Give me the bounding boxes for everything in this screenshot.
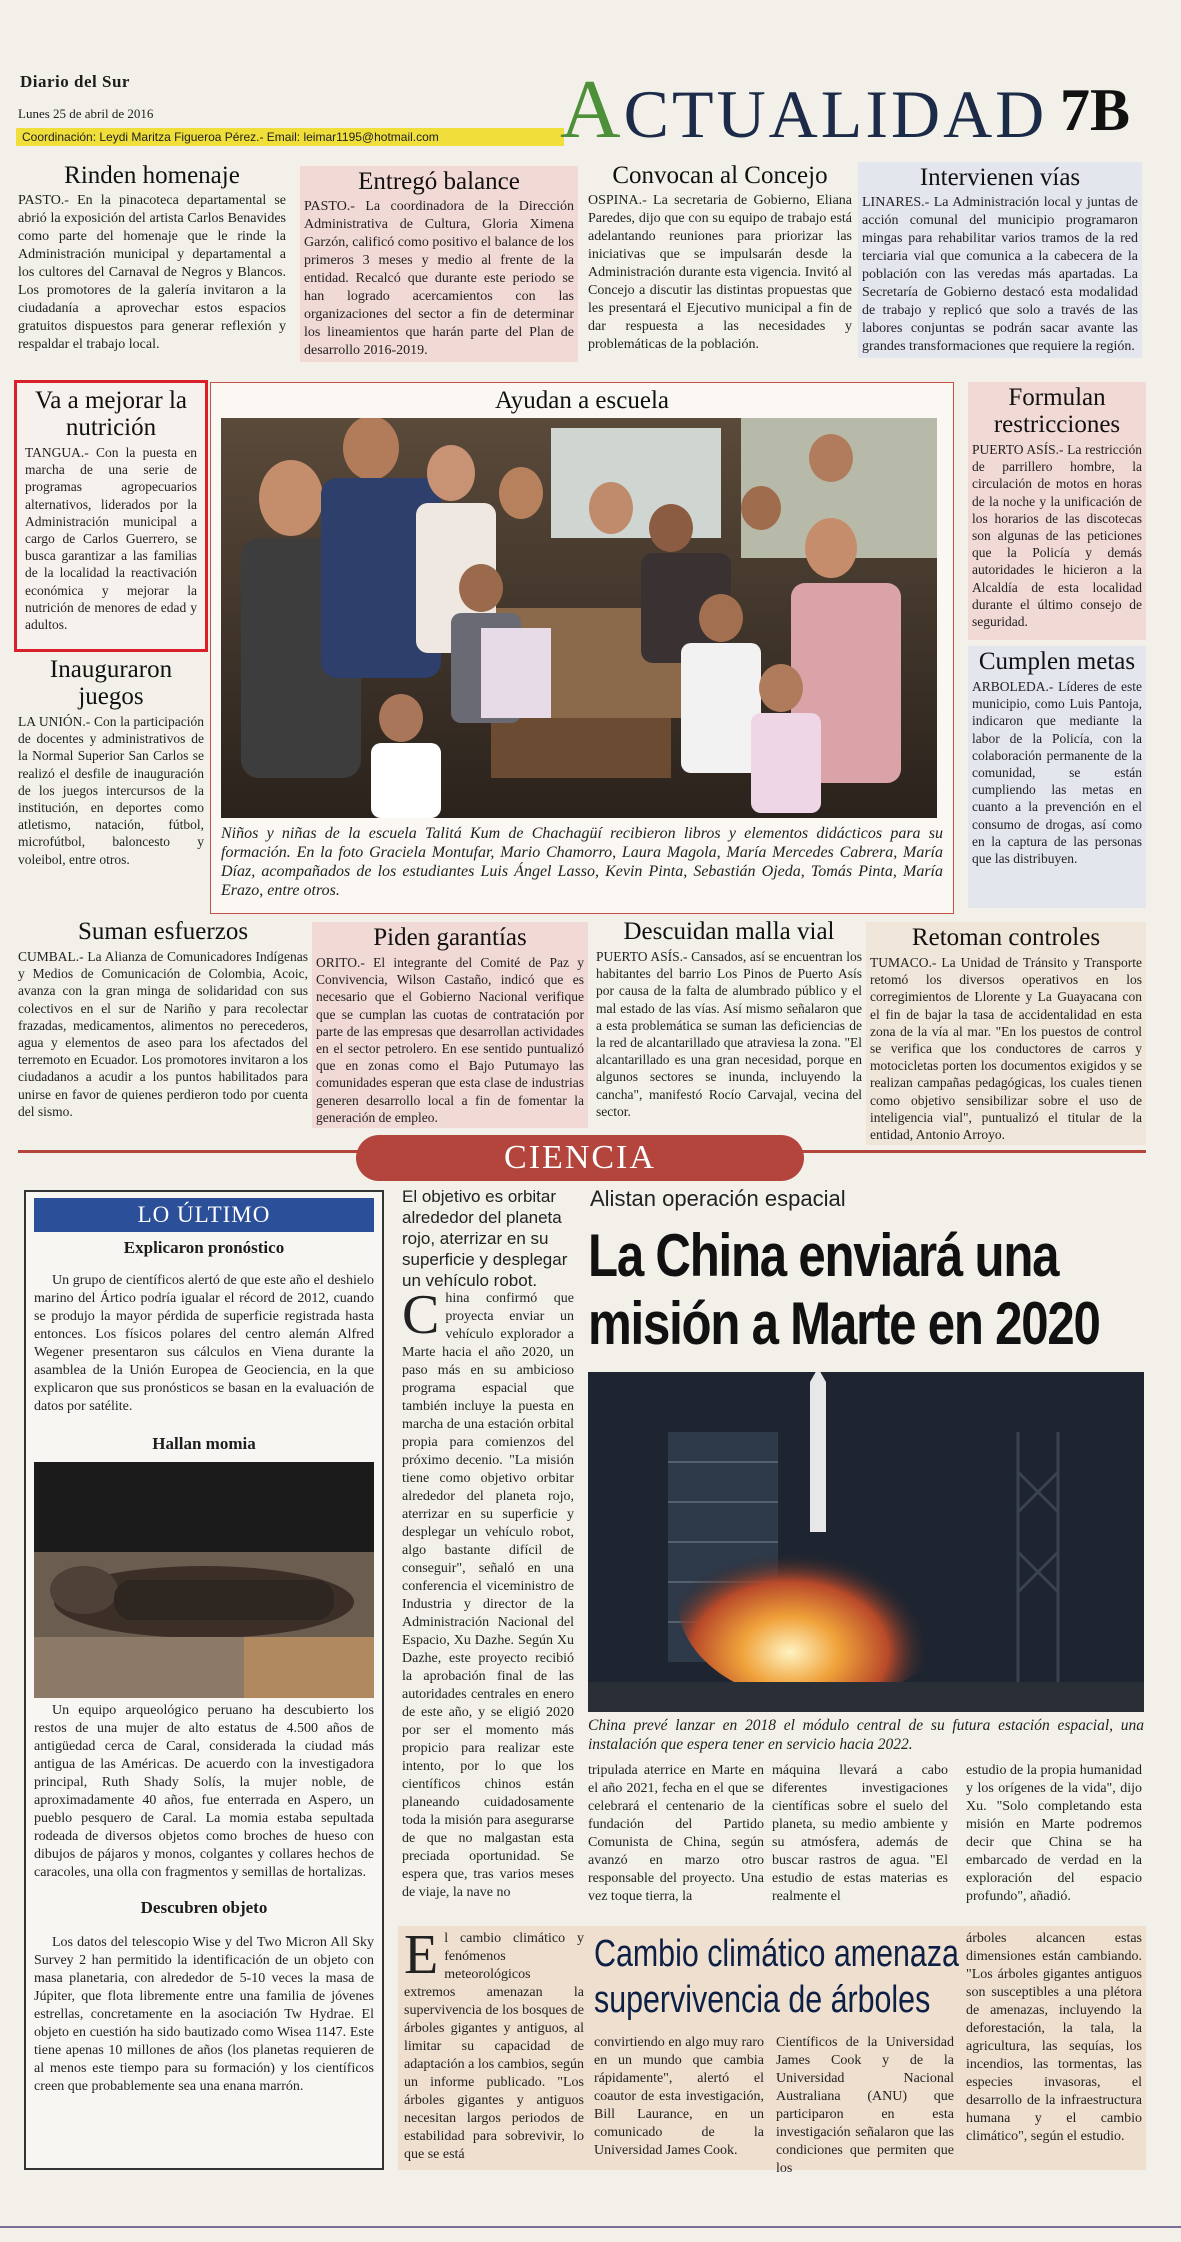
article-piden: [312, 922, 588, 1128]
article-title: Va a mejorar la nutrición: [34, 387, 187, 441]
article-inauguraron: [18, 656, 204, 868]
article-title: Formulan restricciones: [993, 384, 1121, 438]
marte-dropcap: C: [402, 1284, 440, 1346]
brief-title: Descubren objeto: [140, 1898, 268, 1917]
marte-deck: El objetivo es orbitar alrededor del planeta rojo, aterrizar en su superficie y desplegar un vehículo robot.: [402, 1187, 568, 1290]
article-rinden: [18, 162, 286, 354]
article-ayudan: [210, 382, 954, 914]
marte-col4: estudio de la propia humanidad y los orígenes de la vida", dijo Xu. "Solo completando esta misión en Marte podremos decir que China se ha embarcado de verdad en la exploración del espacio profundo", añadió.: [966, 1763, 1142, 1904]
lo-ultimo-box: [24, 1190, 384, 2170]
brief-body: Un equipo arqueológico peruano ha descubierto los restos de una mujer de alto estatus de 4.500 años de antigüedad cerca de Caral, considerada la ciudad más antigua de las Américas. De acuerdo con la investigadora principal, Ruth Shady Solís, la mujer noble, de aproximadamente 40 años, fue enterrada en Aspero, un pueblo pesquero de Caral. La momia estaba sepultada rodeada de diversos objetos como broches de hueso con dibujos de pájaros y monos, colgantes y collares hechos de caracoles, una olla con fragmentos y semillas de hortalizas.: [34, 1703, 374, 1880]
article-body: PUERTO ASÍS.- La restricción de parrillero hombre, la circulación de motos en horas de la noche y la unificación de los horarios de las discotecas son algunas de las peticiones que la Policía y demás autoridades le hicieron a la Alcaldía de esta localidad durante el último consejo de seguridad.: [972, 442, 1142, 630]
article-cumplen: [968, 646, 1146, 908]
article-title: Ayudan a escuela: [494, 387, 669, 414]
article-title: Intervienen vías: [919, 164, 1081, 191]
article-convocan: [588, 162, 852, 354]
article-body: ARBOLEDA.- Líderes de este municipio, como Luis Pantoja, indicaron que mediante la labor de la Policía, con la colaboración permanente de la comunidad, se están cumpliendo las metas en cuanto a la prevención en el consumo de drogas, así como en la captura de las personas que las distribuyen.: [972, 679, 1142, 867]
page-number: 7B: [1060, 77, 1131, 143]
clima-headline-line2: supervivencia de árboles: [594, 1979, 931, 2021]
brief-body: Un grupo de científicos alertó de que este año el deshielo marino del Ártico podría igualar el récord de 2012, cuando se produjo la mayor pérdida de superficie registrada hasta entonces. Los físicos polares del centro alemán Alfred Wegener presentaron sus cálculos en Viena durante la asamblea de la Unión Europea de Geociencia, en la que explicaron que sus pronósticos se basan en la evaluación de datos por satélite.: [34, 1273, 374, 1414]
article-title: Descuidan malla vial: [623, 918, 835, 945]
article-title: Retoman controles: [911, 924, 1101, 951]
section-title: [560, 63, 1048, 156]
article-body: PUERTO ASÍS.- Cansados, así se encuentran los habitantes del barrio Los Pinos de Puerto Asís por causa de la falta de alumbrado público y el mal estado de las vías. Así mismo señalaron que a esta problemática se suman las deficiencias de la red de alcantarillado que atraviesa la zona. "El alcantarillado es una gran necesidad, porque en algunos sectores se inunda, incluyendo la cancha", manifestó Rocío Carvajal, vecina del sector.: [596, 949, 862, 1119]
ciencia-banner: CIENCIA: [356, 1135, 804, 1181]
article-body: PASTO.- En la pinacoteca departamental se abrió la exposición del artista Carlos Benavides como parte del homenaje que le rinde la Administración municipal y departamental a los cultores del Carnaval de Negros y Blancos. Los promotores de la galería invitaron a la ciudadanía a aprovechar estos espacios gratuitos dispuestos para generar reflexión y respaldar el trabajo local.: [18, 193, 286, 352]
marte-col1-text: hina confirmó que proyecta enviar un vehículo explorador a Marte hacia el año 2020, un paso más en su ambicioso programa espacial que también incluye la puesta en marcha de una estación orbital propia para comienzos del próximo decenio. "La misión tiene como objetivo orbitar alrededor del planeta rojo, aterrizar en su superficie y desplegar un vehículo robot, algo bastante difícil de conseguir", señaló en una conferencia el viceministro de Industria y director de la Administración Nacional del Espacio, Xu Dazhe. Según Xu Dazhe, este proyecto recibió la aprobación final de las autoridades centrales en enero de este año, y se eligió 2020 por ser el momento más propicio para realizar este intento, por lo que los científicos chinos están planeando cuidadosamente toda la misión para asegurarse de que no malgastan esta preciada oportunidad. Se espera que, tras varios meses de viaje, la nave no: [402, 1291, 574, 1900]
clima-col1: [404, 1924, 585, 2164]
article-body: TUMACO.- La Unidad de Tránsito y Transporte retomó los diversos operativos en los corregimientos de Llorente y La Guayacana con el fin de bajar la tasa de accidentalidad en esta zona de la vía al mar. "En los puestos de control se verifica que los conductores de carros y motocicletas porten los documentos exigidos y se realizan campañas pedagógicas, los cuales tienen como objetivo sensibilizar sobre el uso de inteligencia vial", puntualizó el titular de la entidad, Antonio Arroyo.: [870, 955, 1142, 1143]
clima-col2: convirtiendo en algo muy raro en un mundo que cambia rápidamente", alertó el coautor de esta investigación, Bill Laurance, en un comunicado de la Universidad James Cook.: [594, 2035, 764, 2158]
brief-body: Los datos del telescopio Wise y del Two Micron All Sky Survey 2 han permitido la identificación de un objeto con masa planetaria, con alrededor de 5-10 veces la masa de Júpiter, que flota libremente entre una familia de jóvenes estrellas, concretamente en la asociación Tw Hydrae. El objeto en cuestión ha sido bautizado como Wisea 1147. Este tiene apenas 10 millones de años (los planetas requieren de al menos este tiempo para su formación) y los científicos creen que probablemente sea una enana marrón.: [34, 1935, 374, 2094]
clima-headline-line1: Cambio climático amenaza: [594, 1933, 959, 1975]
article-title: Entregó balance: [358, 168, 520, 195]
issue-date: Lunes 25 de abril de 2016: [18, 106, 154, 121]
rocket-caption: China prevé lanzar en 2018 el módulo central de su futura estación espacial, una instalación que espera tener en servicio hacia 2022.: [588, 1717, 1144, 1753]
article-title: Cumplen metas: [978, 648, 1136, 675]
brief-title: Hallan momia: [152, 1434, 256, 1453]
school-photo: [221, 418, 937, 818]
article-body: OSPINA.- La secretaria de Gobierno, Eliana Paredes, dijo que con su equipo de trabajo está adelantando reuniones para priorizar las iniciativas que se impulsarán desde la Administración durante esta vigencia. Invitó al Concejo a discutir las distintas propuestas que les presentará el Ejecutivo municipal a fin de dar respuesta a las necesidades y problemáticas de la población.: [588, 193, 852, 352]
lo-ultimo-header: LO ÚLTIMO: [34, 1198, 374, 1232]
marte-headline-line1: La China enviará una: [588, 1222, 1059, 1289]
photo-caption: Niños y niñas de la escuela Talitá Kum de Chachagüí recibieron libros y elementos didácticos para su formación. En la foto Graciela Montufar, Mario Chamorro, Laura Magola, María Mercedes Cabrera, María Díaz, acompañados de los estudiantes Luis Ángel Lasso, Kevin Pinta, Sebastián Ojeda, Tomás Pinta, María Erazo, entre otros.: [221, 825, 943, 899]
clima-col3: Científicos de la Universidad James Cook y de la Universidad Nacional Australiana (ANU) que participaron en esta investigación señalaron que las condiciones que permiten que los: [776, 2035, 954, 2176]
paper-name: Diario del Sur: [20, 72, 130, 91]
article-nutricion: [14, 380, 208, 652]
rocket-photo: [588, 1372, 1144, 1712]
mummy-photo: [34, 1462, 374, 1698]
article-title: Rinden homenaje: [64, 162, 240, 189]
rocket-photo-image: [588, 1372, 1144, 1712]
marte-headline-line2: misión a Marte en 2020: [588, 1290, 1100, 1357]
school-photo-image: [221, 418, 937, 818]
marte-kicker: Alistan operación espacial: [590, 1186, 846, 1211]
article-body: LINARES.- La Administración local y juntas de acción comunal del municipio programaron mingas para rehabilitar varios tramos de la red terciaria vial que comunica a la cabecera de la población con las veredas más apartadas. La Secretaría de Gobierno destacó esta modalidad de trabajo y replicó que solo a través de las labores conjuntas se podrán sacar avante las grandes transformaciones que requiere la región.: [862, 195, 1138, 354]
article-suman: [18, 918, 308, 1120]
article-body: PASTO.- La coordinadora de la Dirección Administrativa de Cultura, Gloria Ximena Garzón, calificó como positivo el balance de los primeros 3 meses y medio al frente de la entidad. Recalcó que durante este periodo se han logrado acercamientos con las organizaciones del sector a fin de determinar los lineamientos que harán parte del Plan de desarrollo 2016-2019.: [304, 199, 574, 358]
bottom-rule: [0, 2226, 1181, 2228]
article-body: TANGUA.- Con la puesta en marcha de una serie de programas agropecuarios alternativos, liderados por la Administración municipal a cargo de Carlos Guerrero, se busca garantizar a las familias de la localidad la reactivación económica y mejorar la nutrición de menores de edad y adultos.: [25, 445, 197, 633]
article-descuidan: [596, 918, 862, 1120]
clima-lead: l cambio climático y fenómenos meteorológicos extremos amenazan la supervivencia de los bosques de árboles gigantes y antiguos, al limitar su capacidad de adaptación a los cambios, según un informe publicado. "Los árboles gigantes y antiguos necesitan largos periodos de estabilidad para sobrevivir, lo que se está: [404, 1931, 585, 2162]
brief-title: Explicaron pronóstico: [123, 1238, 285, 1257]
article-title: Inauguraron juegos: [49, 656, 173, 710]
article-formulan: [968, 382, 1146, 640]
article-retoman: [866, 922, 1146, 1145]
article-intervienen: [858, 162, 1142, 358]
article-title: Convocan al Concejo: [612, 162, 828, 189]
article-body: CUMBAL.- La Alianza de Comunicadores Indígenas y Medios de Comunicación de Colombia, Acoic, avanza con la gran minga de solidaridad con sus colectivos en el sur de Nariño y para recolectar frazadas, medicamentos, alimentos no perecederos, agua y elementos de aseo para los afectados del terremoto en Ecuador. Los promotores invitaron a los ciudadanos a acudir a los puntos habilitados para unirse en favor de quienes perdieron todo por cuenta del sismo.: [18, 949, 308, 1119]
marte-col1: [402, 1284, 574, 1902]
section-title-rest: CTUALIDAD: [623, 76, 1048, 152]
mummy-photo-image: [34, 1462, 374, 1698]
section-title-first-letter: A: [560, 63, 624, 156]
clima-col4: árboles alcancen estas dimensiones están cambiando. "Los árboles gigantes antiguos son susceptibles a una plétora de amenazas, incluyendo la deforestación, la tala, la agricultura, las sequías, los incendios, las tormentas, las especies invasoras, el desarrollo de la infraestructura humana y el cambio climático", según el estudio.: [966, 1931, 1142, 2144]
marte-col2: tripulada aterrice en Marte en el año 2021, fecha en el que se celebrará el centenario de la fundación del Partido Comunista de China, según avanzó en marzo otro responsable del proyecto. Una vez toque tierra, la: [588, 1763, 764, 1904]
clima-dropcap: E: [404, 1924, 439, 1986]
article-body: ORITO.- El integrante del Comité de Paz y Convivencia, Wilson Castaño, indicó que es necesario que el Gobierno Nacional verifique que se cumplan las cuotas de contratación por parte de las empresas que desarrollan actividades en el sector petrolero. En ese sentido puntualizó que en zonas como el Bajo Putumayo las comunidades esperan que esta clase de industrias generen desarrollo local a fin de fomentar la generación de empleo.: [316, 955, 584, 1125]
article-title: Piden garantías: [373, 924, 527, 951]
article-body: LA UNIÓN.- Con la participación de docentes y administrativos de la Normal Superior San Carlos se realizó el desfile de inauguración de los juegos intercursos de la institución, en deportes como atletismo, natación, fútbol, microfútbol, baloncesto y voleibol, entre otros.: [18, 714, 204, 867]
coordination-bar: Coordinación: Leydi Maritza Figueroa Pérez.- Email: leimar1195@hotmail.com: [16, 128, 564, 146]
article-title: Suman esfuerzos: [77, 918, 249, 945]
article-entrego: [300, 166, 578, 362]
marte-col3: máquina llevará a cabo diferentes investigaciones científicas sobre el suelo del planeta, su medio ambiente y su atmósfera, además de buscar rastros de agua. "El estudio de estas materias es realmente el: [772, 1763, 948, 1904]
